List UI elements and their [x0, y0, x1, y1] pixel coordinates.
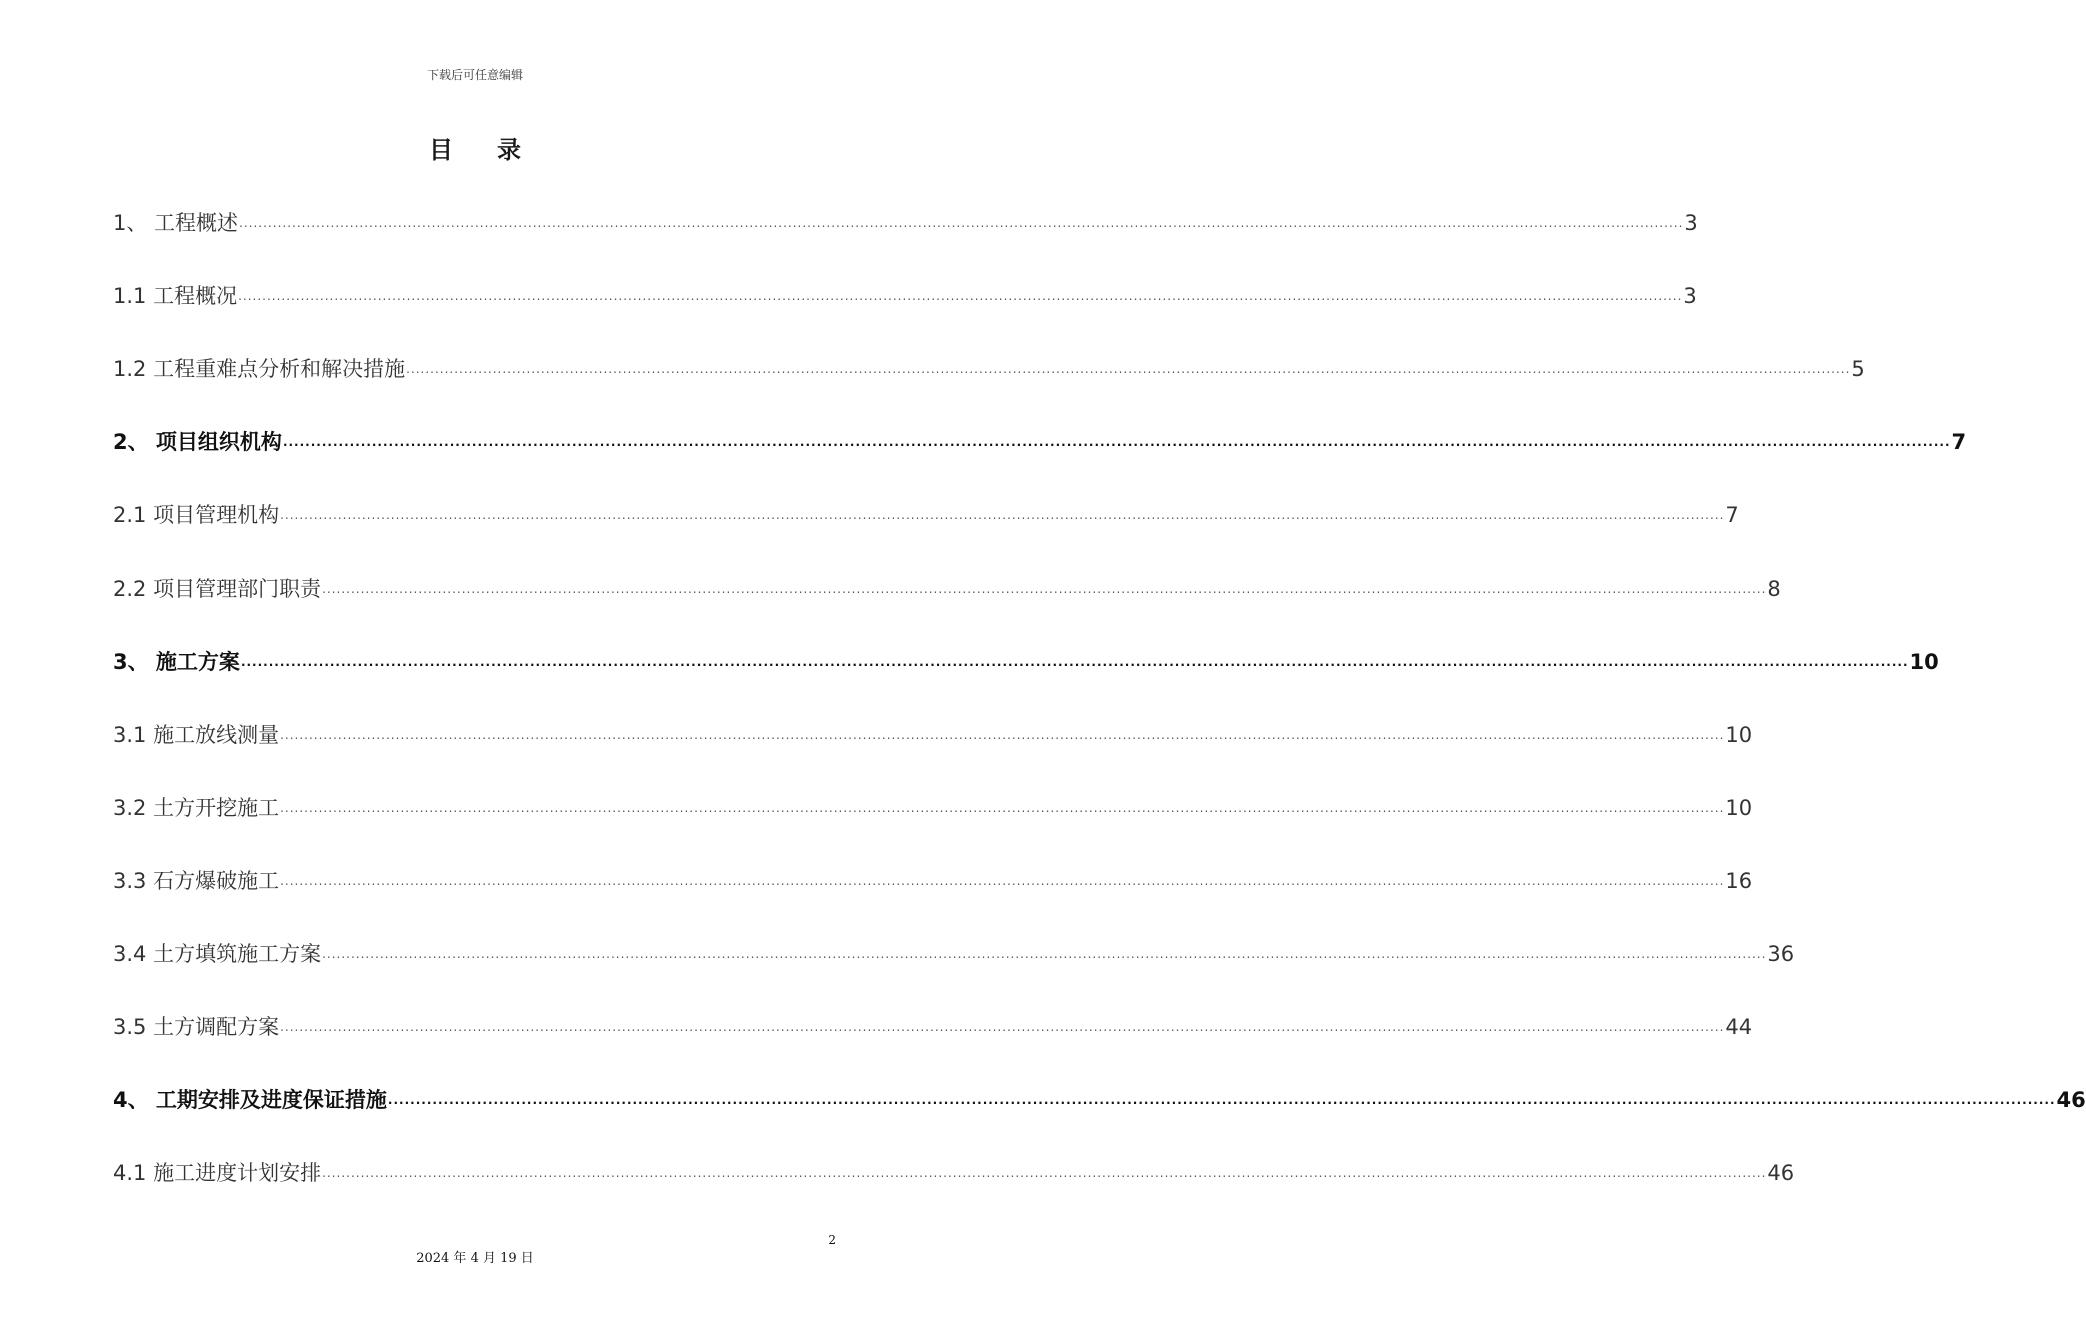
- toc-entry[interactable]: [113, 499, 1739, 531]
- toc-leader-dots: ............................................................................................................................................................................................................................................................................................................: [280, 728, 1725, 742]
- toc-leader-dots: ............................................................................................................................................................................................................................................................................................................: [240, 655, 1909, 669]
- toc-leader-dots: ............................................................................................................................................................................................................................................................................................................: [322, 582, 1767, 596]
- toc-entry[interactable]: [113, 573, 1781, 605]
- toc-leader-dots: ............................................................................................................................................................................................................................................................................................................: [406, 362, 1851, 376]
- toc-entry-page: 44: [1725, 1015, 1753, 1039]
- toc-leader-dots: ............................................................................................................................................................................................................................................................................................................: [280, 874, 1725, 888]
- toc-leader-dots: ............................................................................................................................................................................................................................................................................................................: [322, 1166, 1767, 1180]
- toc-entry[interactable]: [113, 938, 1795, 970]
- toc-entry-label: 3.1 施工放线测量: [113, 723, 280, 747]
- toc-entry-page: 7: [1951, 430, 1967, 454]
- toc-leader-dots: ............................................................................................................................................................................................................................................................................................................: [239, 216, 1684, 230]
- toc-entry-page: 10: [1725, 796, 1753, 820]
- toc-entry[interactable]: [113, 1157, 1795, 1189]
- toc-entry-page: 10: [1725, 723, 1753, 747]
- toc-entry-label: 4、 工期安排及进度保证措施: [113, 1088, 387, 1112]
- toc-entry-label: 3.4 土方填筑施工方案: [113, 942, 322, 966]
- toc-entry-page: 36: [1767, 942, 1795, 966]
- toc-entry[interactable]: [113, 280, 1697, 312]
- toc-entry-page: 46: [2056, 1088, 2086, 1112]
- toc-entry-label: 3.3 石方爆破施工: [113, 869, 280, 893]
- toc-entry-page: 10: [1909, 650, 1939, 674]
- toc-entry-page: 8: [1767, 577, 1781, 601]
- toc-entry-page: 3: [1684, 211, 1698, 235]
- toc-entry-page: 5: [1851, 357, 1865, 381]
- toc-entry[interactable]: [113, 792, 1753, 824]
- toc-entry[interactable]: [113, 1011, 1753, 1043]
- toc-entry-label: 2.1 项目管理机构: [113, 503, 280, 527]
- toc-entry-label: 1.2 工程重难点分析和解决措施: [113, 357, 406, 381]
- toc-entry[interactable]: [113, 865, 1753, 897]
- toc-leader-dots: ............................................................................................................................................................................................................................................................................................................: [282, 435, 1951, 449]
- toc-entry[interactable]: [113, 646, 1939, 678]
- toc-entry-label: 1、 工程概述: [113, 211, 239, 235]
- page-number: 2: [828, 1233, 836, 1247]
- toc-entry-page: 7: [1725, 503, 1739, 527]
- toc-entry-label: 2.2 项目管理部门职责: [113, 577, 322, 601]
- toc-entry[interactable]: [113, 353, 1865, 385]
- toc-entry[interactable]: [113, 1084, 2086, 1116]
- toc-entry-label: 4.1 施工进度计划安排: [113, 1161, 322, 1185]
- toc-leader-dots: ............................................................................................................................................................................................................................................................................................................: [238, 289, 1683, 303]
- toc-leader-dots: ............................................................................................................................................................................................................................................................................................................: [280, 801, 1725, 815]
- toc-entry[interactable]: [113, 426, 1967, 458]
- toc-entry-label: 1.1 工程概况: [113, 284, 238, 308]
- toc-entry-label: 3、 施工方案: [113, 650, 240, 674]
- toc-leader-dots: ............................................................................................................................................................................................................................................................................................................: [387, 1093, 2056, 1107]
- toc-entry[interactable]: [113, 719, 1753, 751]
- toc-leader-dots: ............................................................................................................................................................................................................................................................................................................: [322, 947, 1767, 961]
- toc-entry-label: 2、 项目组织机构: [113, 430, 282, 454]
- toc-entry-page: 3: [1683, 284, 1697, 308]
- page-header: 下载后可任意编辑: [426, 68, 523, 82]
- toc-leader-dots: ............................................................................................................................................................................................................................................................................................................: [280, 508, 1725, 522]
- toc-entry-label: 3.2 土方开挖施工: [113, 796, 280, 820]
- toc-title: 目录: [429, 136, 565, 164]
- toc-entry[interactable]: [113, 207, 1698, 239]
- toc-entry-label: 3.5 土方调配方案: [113, 1015, 280, 1039]
- toc-entry-page: 16: [1725, 869, 1753, 893]
- footer-date: 2024 年 4 月 19 日: [416, 1251, 534, 1266]
- toc-leader-dots: ............................................................................................................................................................................................................................................................................................................: [280, 1020, 1725, 1034]
- toc-entry-page: 46: [1767, 1161, 1795, 1185]
